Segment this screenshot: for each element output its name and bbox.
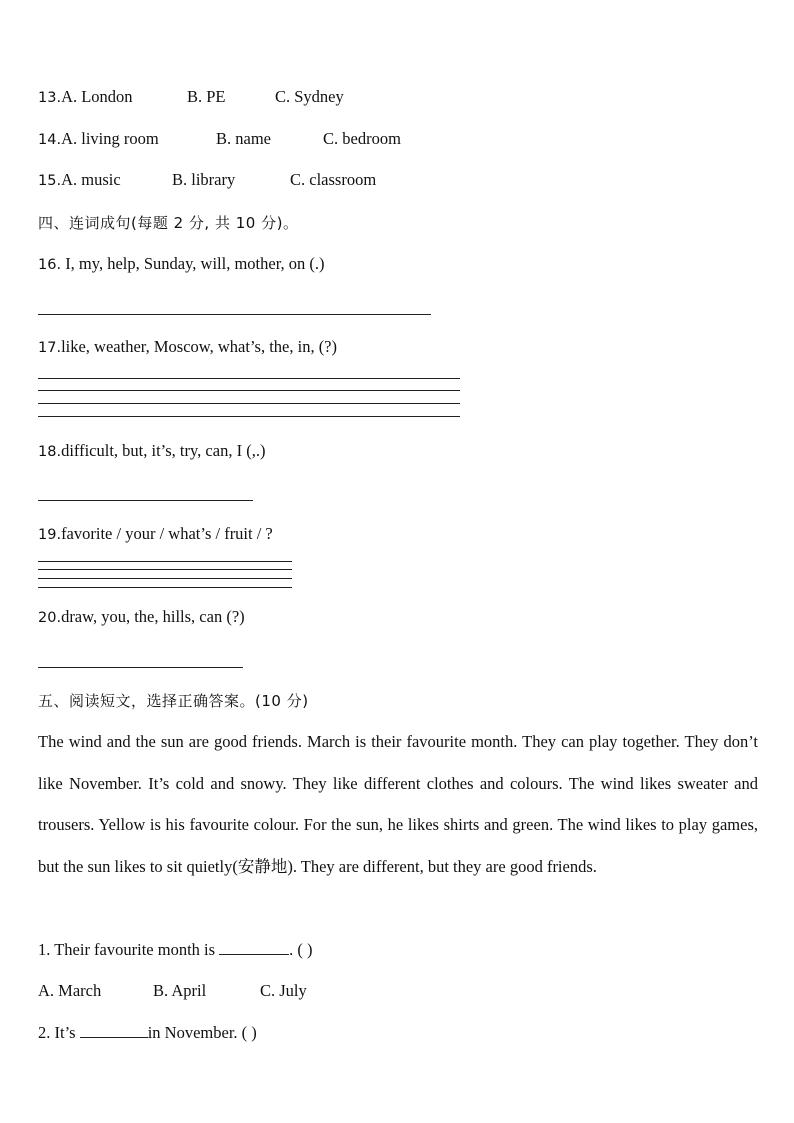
answer-line <box>38 569 292 570</box>
question-20 <box>38 607 245 627</box>
question-14 <box>38 129 401 149</box>
answer-line <box>38 390 460 391</box>
answer-line <box>38 667 243 668</box>
question-17 <box>38 337 337 357</box>
option-b: B. April <box>153 981 207 1000</box>
answer-line <box>38 403 460 404</box>
reading-question-1-options <box>38 981 307 1001</box>
question-text: favorite / your / what’s / fruit / ? <box>61 524 273 543</box>
question-number: 13. <box>38 90 62 106</box>
section-5-heading: 五、阅读短文，选择正确答案。(10 分) <box>38 692 309 710</box>
question-text-end: in November. ( ) <box>147 1023 257 1042</box>
answer-line <box>38 500 253 501</box>
question-19 <box>38 524 273 544</box>
question-number: 17. <box>38 340 62 356</box>
option-a: A. music <box>61 170 121 189</box>
question-text: like, weather, Moscow, what’s, the, in, (?) <box>61 337 338 356</box>
answer-line <box>38 561 292 562</box>
question-text: 2. It’s <box>38 1023 80 1042</box>
question-15 <box>38 170 377 190</box>
question-text: I, my, help, Sunday, will, mother, on (.) <box>61 254 325 273</box>
option-a: A. living room <box>61 129 159 148</box>
question-13 <box>38 87 344 107</box>
question-16 <box>38 254 325 274</box>
reading-question-2 <box>38 1023 257 1043</box>
question-text: 1. Their favourite month is <box>38 940 220 959</box>
question-18 <box>38 441 265 461</box>
option-c: C. Sydney <box>275 87 344 106</box>
option-c: C. classroom <box>290 170 377 189</box>
section-4-heading: 四、连词成句(每题 2 分, 共 10 分)。 <box>38 214 299 232</box>
answer-line <box>38 587 292 588</box>
answer-blank <box>80 1023 148 1038</box>
question-number: 14. <box>38 132 62 148</box>
answer-line <box>38 578 292 579</box>
option-a: A. London <box>61 87 133 106</box>
question-text: difficult, but, it’s, try, can, I (,.) <box>61 441 266 460</box>
option-c: C. bedroom <box>323 129 401 148</box>
question-number: 18. <box>38 444 62 460</box>
reading-passage: The wind and the sun are good friends. March is their favourite month. They can play together. They don’t like November. It’s cold and snowy. They like different clothes and colours. The wind likes sweater and trousers. Yellow is his favourite colour. For the sun, he likes shirts and green. The wind likes to play games, but the sun likes to sit quietly(安静地). They are different, but they are good friends. <box>38 732 758 877</box>
option-b: B. library <box>172 170 236 189</box>
option-b: B. PE <box>187 87 226 106</box>
question-number: 19. <box>38 527 62 543</box>
answer-line <box>38 314 431 315</box>
option-c: C. July <box>260 981 307 1000</box>
question-text: draw, you, the, hills, can (?) <box>61 607 245 626</box>
answer-line <box>38 416 460 417</box>
option-a: A. March <box>38 981 102 1000</box>
reading-question-1 <box>38 940 313 960</box>
answer-line <box>38 378 460 379</box>
question-number: 20. <box>38 610 62 626</box>
question-number: 16. <box>38 257 62 273</box>
question-number: 15. <box>38 173 62 189</box>
question-text-end: . ( ) <box>289 940 313 959</box>
answer-blank <box>219 940 289 955</box>
option-b: B. name <box>216 129 271 148</box>
